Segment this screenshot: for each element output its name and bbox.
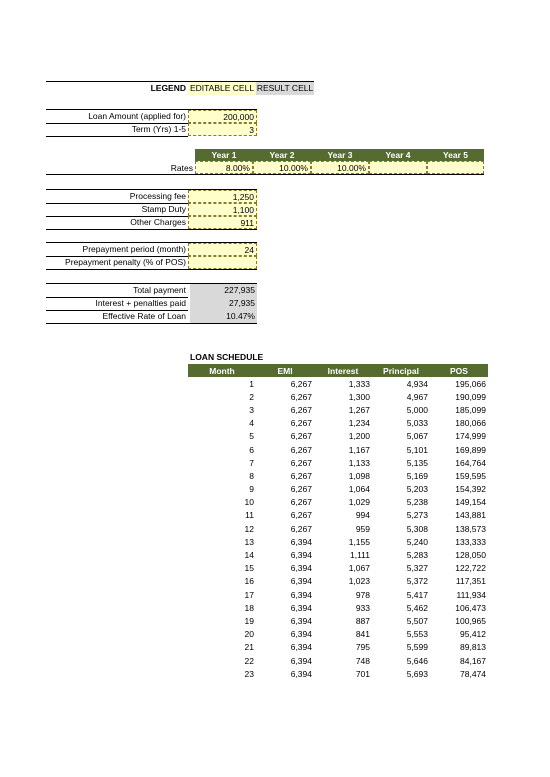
- emi-cell: 6,267: [290, 391, 312, 402]
- pos-cell: 122,722: [455, 563, 486, 574]
- total-payment-label: Total payment: [133, 285, 186, 295]
- principal-cell: 5,067: [406, 431, 428, 442]
- table-row: [188, 588, 488, 601]
- interest-cell: 1,098: [348, 470, 370, 481]
- legend-result-cell: RESULT CELL: [256, 83, 314, 93]
- emi-cell: 6,394: [290, 655, 312, 666]
- principal-cell: 5,693: [406, 668, 428, 679]
- emi-cell: 6,267: [290, 457, 312, 468]
- month-cell: 17: [244, 589, 254, 600]
- interest-cell: 795: [355, 642, 370, 653]
- year-1-header: Year 1: [195, 150, 253, 161]
- table-row: [188, 496, 488, 509]
- interest-cell: 1,067: [348, 563, 370, 574]
- principal-cell: 5,283: [406, 550, 428, 561]
- pos-cell: 149,154: [455, 497, 486, 508]
- table-row: [188, 654, 488, 667]
- emi-cell: 6,267: [290, 378, 312, 389]
- emi-cell: 6,394: [290, 550, 312, 561]
- principal-cell: 5,507: [406, 615, 428, 626]
- interest-cell: 1,111: [349, 550, 370, 561]
- month-cell: 3: [249, 404, 254, 415]
- month-cell: 6: [249, 444, 254, 455]
- principal-header: Principal: [372, 364, 430, 377]
- month-cell: 22: [244, 655, 254, 666]
- emi-cell: 6,394: [290, 576, 312, 587]
- principal-cell: 4,934: [406, 378, 428, 389]
- interest-cell: 1,267: [348, 404, 370, 415]
- term-input[interactable]: 3: [188, 123, 257, 136]
- principal-cell: 5,327: [406, 563, 428, 574]
- principal-cell: 5,033: [406, 418, 428, 429]
- legend-label: LEGEND: [150, 83, 186, 93]
- loan-amount-input[interactable]: 200,000: [188, 110, 257, 123]
- emi-cell: 6,394: [290, 536, 312, 547]
- total-payment-value: 227,935: [190, 284, 257, 297]
- interest-cell: 1,023: [348, 576, 370, 587]
- pos-cell: 100,965: [455, 615, 486, 626]
- pos-cell: 164,764: [455, 457, 486, 468]
- emi-cell: 6,394: [290, 615, 312, 626]
- pos-cell: 185,099: [455, 404, 486, 415]
- month-header: Month: [188, 364, 256, 377]
- emi-cell: 6,267: [290, 497, 312, 508]
- table-row: [188, 614, 488, 627]
- pos-cell: 143,881: [455, 510, 486, 521]
- term-label: Term (Yrs) 1-5: [131, 124, 186, 134]
- month-cell: 2: [249, 391, 254, 402]
- month-cell: 1: [249, 378, 254, 389]
- table-row: [188, 417, 488, 430]
- legend-editable-cell: EDITABLE CELL: [189, 83, 255, 93]
- table-row: [188, 483, 488, 496]
- pos-cell: 128,050: [455, 550, 486, 561]
- year-4-header: Year 4: [369, 150, 427, 161]
- table-row: [188, 390, 488, 403]
- rates-label: Rates: [170, 163, 193, 173]
- table-row: [188, 403, 488, 416]
- rate-year-4-input[interactable]: [369, 161, 427, 174]
- principal-cell: 4,967: [406, 391, 428, 402]
- year-3-header: Year 3: [311, 150, 369, 161]
- principal-cell: 5,240: [406, 536, 428, 547]
- emi-cell: 6,267: [290, 484, 312, 495]
- pos-cell: 190,099: [455, 391, 486, 402]
- processing-fee-input[interactable]: 1,250: [188, 190, 257, 203]
- interest-header: Interest: [314, 364, 372, 377]
- interest-cell: 1,300: [348, 391, 370, 402]
- loan-schedule-table: [188, 364, 488, 680]
- pos-cell: 89,813: [460, 642, 486, 653]
- table-row: [188, 430, 488, 443]
- pos-cell: 78,474: [460, 668, 486, 679]
- emi-header: EMI: [256, 364, 314, 377]
- emi-cell: 6,267: [290, 418, 312, 429]
- pos-cell: 154,392: [455, 484, 486, 495]
- principal-cell: 5,203: [406, 484, 428, 495]
- month-cell: 15: [244, 563, 254, 574]
- emi-cell: 6,394: [290, 589, 312, 600]
- prepayment-period-input[interactable]: 24: [188, 243, 257, 256]
- month-cell: 9: [249, 484, 254, 495]
- table-row: [188, 562, 488, 575]
- table-row: [188, 601, 488, 614]
- month-cell: 20: [244, 629, 254, 640]
- table-row: [188, 575, 488, 588]
- pos-cell: 106,473: [455, 602, 486, 613]
- interest-cell: 701: [355, 668, 370, 679]
- principal-cell: 5,135: [406, 457, 428, 468]
- emi-cell: 6,267: [290, 523, 312, 534]
- emi-cell: 6,267: [290, 444, 312, 455]
- emi-cell: 6,394: [290, 668, 312, 679]
- pos-cell: 159,595: [455, 470, 486, 481]
- year-5-header: Year 5: [427, 150, 484, 161]
- month-cell: 21: [244, 642, 254, 653]
- table-row: [188, 641, 488, 654]
- interest-cell: 1,155: [348, 536, 370, 547]
- month-cell: 10: [244, 497, 254, 508]
- interest-cell: 1,200: [348, 431, 370, 442]
- table-row: [188, 377, 488, 390]
- rate-year-3-input[interactable]: 10.00%: [311, 161, 369, 174]
- pos-cell: 174,999: [455, 431, 486, 442]
- pos-cell: 117,351: [455, 576, 486, 587]
- rate-year-1-input[interactable]: 8.00%: [195, 161, 253, 174]
- emi-cell: 6,394: [290, 629, 312, 640]
- prepayment-penalty-label: Prepayment penalty (% of POS): [65, 257, 186, 267]
- interest-cell: 1,029: [348, 497, 370, 508]
- table-row: [188, 535, 488, 548]
- loan-amount-label: Loan Amount (applied for): [88, 111, 186, 121]
- emi-cell: 6,267: [290, 510, 312, 521]
- table-row: [188, 456, 488, 469]
- table-row: [188, 509, 488, 522]
- table-row: [188, 443, 488, 456]
- interest-cell: 1,234: [348, 418, 370, 429]
- prepayment-penalty-input[interactable]: [188, 256, 257, 269]
- month-cell: 5: [249, 431, 254, 442]
- pos-cell: 180,066: [455, 418, 486, 429]
- interest-cell: 748: [355, 655, 370, 666]
- pos-cell: 111,934: [456, 589, 486, 600]
- pos-cell: 169,899: [455, 444, 486, 455]
- pos-cell: 133,333: [455, 536, 486, 547]
- emi-cell: 6,267: [290, 431, 312, 442]
- loan-schedule-title: LOAN SCHEDULE: [190, 352, 264, 362]
- month-cell: 23: [244, 668, 254, 679]
- interest-cell: 933: [355, 602, 370, 613]
- other-charges-input[interactable]: 911: [188, 216, 257, 229]
- pos-cell: 138,573: [455, 523, 486, 534]
- month-cell: 8: [249, 470, 254, 481]
- month-cell: 18: [244, 602, 254, 613]
- emi-cell: 6,267: [290, 470, 312, 481]
- principal-cell: 5,000: [406, 404, 428, 415]
- emi-cell: 6,394: [290, 642, 312, 653]
- pos-header: POS: [430, 364, 488, 377]
- interest-paid-label: Interest + penalties paid: [95, 298, 186, 308]
- pos-cell: 195,066: [455, 378, 486, 389]
- principal-cell: 5,372: [406, 576, 428, 587]
- interest-cell: 1,064: [348, 484, 370, 495]
- month-cell: 11: [245, 510, 254, 521]
- table-row: [188, 667, 488, 680]
- principal-cell: 5,238: [406, 497, 428, 508]
- other-charges-label: Other Charges: [130, 217, 186, 227]
- month-cell: 13: [244, 536, 254, 547]
- month-cell: 7: [249, 457, 254, 468]
- month-cell: 14: [244, 550, 254, 561]
- interest-cell: 978: [355, 589, 370, 600]
- emi-cell: 6,394: [290, 563, 312, 574]
- rate-year-2-input[interactable]: 10.00%: [253, 161, 311, 174]
- principal-cell: 5,101: [406, 444, 428, 455]
- month-cell: 19: [244, 615, 254, 626]
- effective-rate-value: 10.47%: [190, 310, 257, 323]
- stamp-duty-input[interactable]: 1,100: [188, 203, 257, 216]
- pos-cell: 84,167: [460, 655, 486, 666]
- pos-cell: 95,412: [460, 629, 486, 640]
- interest-paid-value: 27,935: [190, 297, 257, 310]
- table-row: [188, 522, 488, 535]
- table-row: [188, 548, 488, 561]
- principal-cell: 5,462: [406, 602, 428, 613]
- month-cell: 4: [249, 418, 254, 429]
- emi-cell: 6,394: [290, 602, 312, 613]
- table-row: [188, 628, 488, 641]
- principal-cell: 5,169: [406, 470, 428, 481]
- interest-cell: 1,333: [348, 378, 370, 389]
- year-2-header: Year 2: [253, 150, 311, 161]
- principal-cell: 5,553: [406, 629, 428, 640]
- principal-cell: 5,417: [406, 589, 428, 600]
- principal-cell: 5,273: [406, 510, 428, 521]
- emi-cell: 6,267: [290, 404, 312, 415]
- principal-cell: 5,646: [406, 655, 428, 666]
- principal-cell: 5,308: [406, 523, 428, 534]
- interest-cell: 887: [355, 615, 370, 626]
- interest-cell: 994: [355, 510, 370, 521]
- principal-cell: 5,599: [406, 642, 428, 653]
- processing-fee-label: Processing fee: [129, 191, 186, 201]
- month-cell: 16: [244, 576, 254, 587]
- interest-cell: 959: [355, 523, 370, 534]
- interest-cell: 1,167: [348, 444, 370, 455]
- interest-cell: 841: [355, 629, 370, 640]
- interest-cell: 1,133: [348, 457, 370, 468]
- schedule-header-row: [188, 364, 488, 377]
- stamp-duty-label: Stamp Duty: [141, 204, 186, 214]
- rate-year-5-input[interactable]: [427, 161, 484, 174]
- effective-rate-label: Effective Rate of Loan: [102, 311, 186, 321]
- table-row: [188, 469, 488, 482]
- month-cell: 12: [244, 523, 254, 534]
- prepayment-period-label: Prepayment period (month): [82, 244, 186, 254]
